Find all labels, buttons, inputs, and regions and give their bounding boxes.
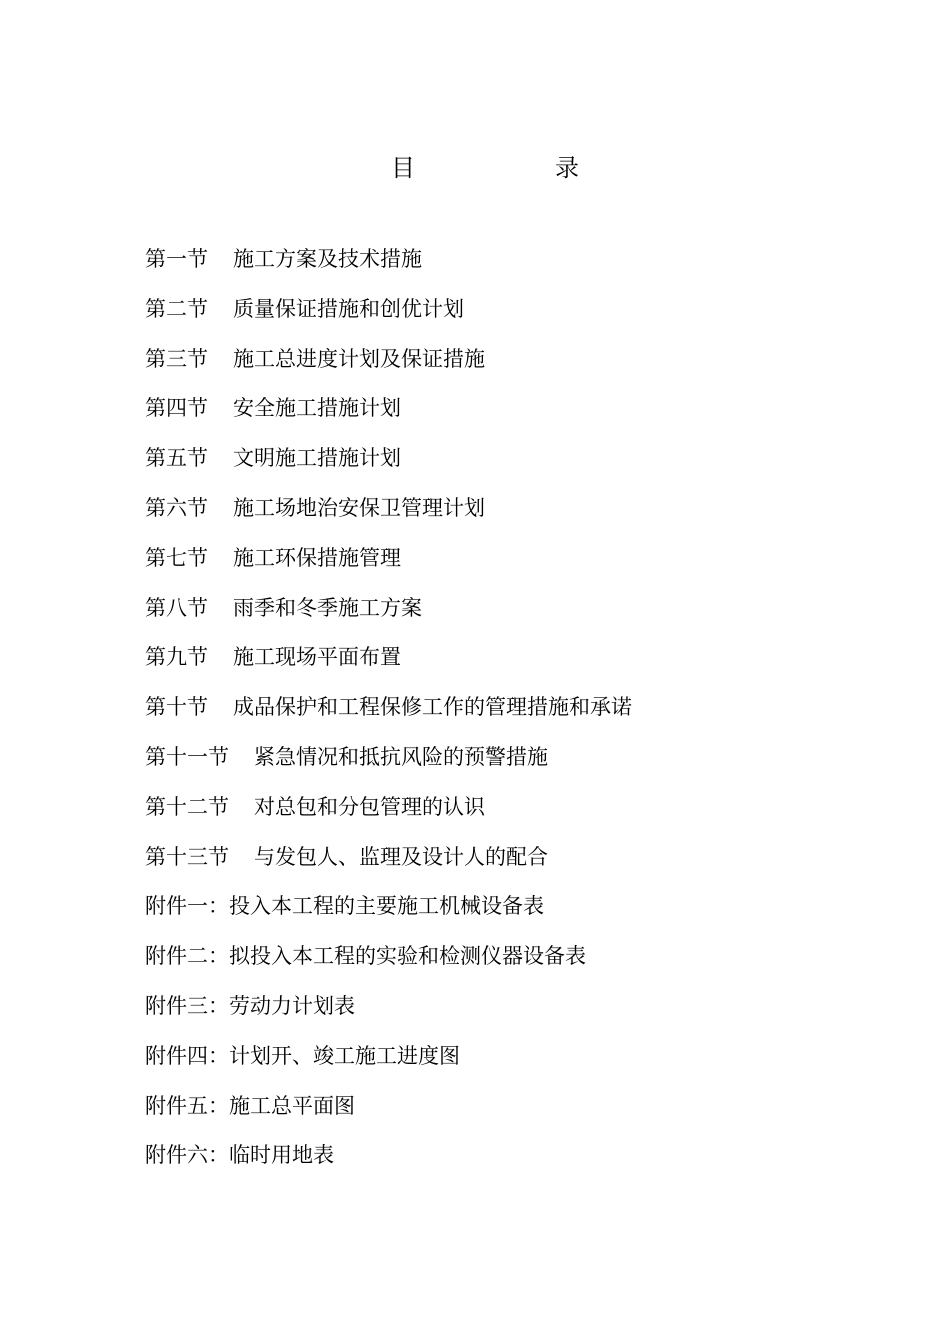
toc-item-text: 施工环保措施管理 xyxy=(233,545,401,570)
toc-item-9 xyxy=(145,638,845,688)
title-char-1: 目 xyxy=(391,154,415,182)
toc-item-number: 第四节 xyxy=(145,396,208,421)
toc-item-number: 第六节 xyxy=(145,495,208,520)
toc-item-text: 施工总进度计划及保证措施 xyxy=(233,346,485,371)
attachment-number: 附件一： xyxy=(145,894,229,919)
attachment-text: 投入本工程的主要施工机械设备表 xyxy=(229,894,544,919)
toc-item-text: 质量保证措施和创优计划 xyxy=(233,296,464,321)
toc-item-number: 第十节 xyxy=(145,695,208,720)
toc-item-text: 成品保护和工程保修工作的管理措施和承诺 xyxy=(233,695,632,720)
toc-item-10 xyxy=(145,688,845,738)
toc-item-text: 施工方案及技术措施 xyxy=(233,247,422,271)
toc-item-2 xyxy=(145,290,845,340)
toc-item-text: 对总包和分包管理的认识 xyxy=(254,794,485,819)
toc-item-text: 安全施工措施计划 xyxy=(233,396,401,421)
attachment-text: 施工总平面图 xyxy=(229,1093,355,1118)
toc-item-4 xyxy=(145,389,845,439)
toc-item-6 xyxy=(145,489,845,539)
toc-item-number: 第十一节 xyxy=(145,744,229,769)
toc-item-1 xyxy=(145,240,845,290)
attachment-item-6 xyxy=(145,1136,845,1186)
attachment-text: 临时用地表 xyxy=(229,1143,334,1168)
attachment-number: 附件二： xyxy=(145,944,229,969)
attachment-number: 附件五： xyxy=(145,1093,229,1118)
toc-item-3 xyxy=(145,340,845,390)
toc-item-number: 第八节 xyxy=(145,595,208,620)
page-title xyxy=(0,148,950,188)
toc-item-number: 第三节 xyxy=(145,346,208,371)
toc-item-8 xyxy=(145,589,845,639)
attachment-number: 附件三： xyxy=(145,993,229,1018)
attachment-text: 拟投入本工程的实验和检测仪器设备表 xyxy=(229,944,586,969)
toc-item-text: 紧急情况和抵抗风险的预警措施 xyxy=(254,744,548,769)
attachment-number: 附件四： xyxy=(145,1043,229,1068)
table-of-contents xyxy=(145,240,845,1186)
attachment-item-3 xyxy=(145,987,845,1037)
attachment-item-1 xyxy=(145,887,845,937)
toc-item-number: 第九节 xyxy=(145,645,208,670)
toc-item-number: 第二节 xyxy=(145,296,208,321)
toc-item-number: 第十三节 xyxy=(145,844,229,869)
attachment-text: 计划开、竣工施工进度图 xyxy=(229,1043,460,1068)
attachment-number: 附件六： xyxy=(145,1143,229,1168)
toc-item-text: 与发包人、监理及设计人的配合 xyxy=(254,844,548,869)
title-char-2: 录 xyxy=(555,154,579,182)
toc-item-13 xyxy=(145,838,845,888)
toc-item-12 xyxy=(145,788,845,838)
attachment-item-5 xyxy=(145,1087,845,1137)
toc-item-text: 施工场地治安保卫管理计划 xyxy=(233,495,485,520)
toc-item-text: 施工现场平面布置 xyxy=(233,645,401,670)
toc-item-number: 第五节 xyxy=(145,446,208,471)
toc-item-5 xyxy=(145,439,845,489)
toc-item-7 xyxy=(145,539,845,589)
toc-item-number: 第一节 xyxy=(145,247,208,271)
attachment-item-4 xyxy=(145,1037,845,1087)
toc-item-number: 第七节 xyxy=(145,545,208,570)
toc-item-number: 第十二节 xyxy=(145,794,229,819)
toc-item-11 xyxy=(145,738,845,788)
toc-item-text: 雨季和冬季施工方案 xyxy=(233,595,422,620)
attachment-item-2 xyxy=(145,937,845,987)
toc-item-text: 文明施工措施计划 xyxy=(233,446,401,471)
attachment-text: 劳动力计划表 xyxy=(229,993,355,1018)
